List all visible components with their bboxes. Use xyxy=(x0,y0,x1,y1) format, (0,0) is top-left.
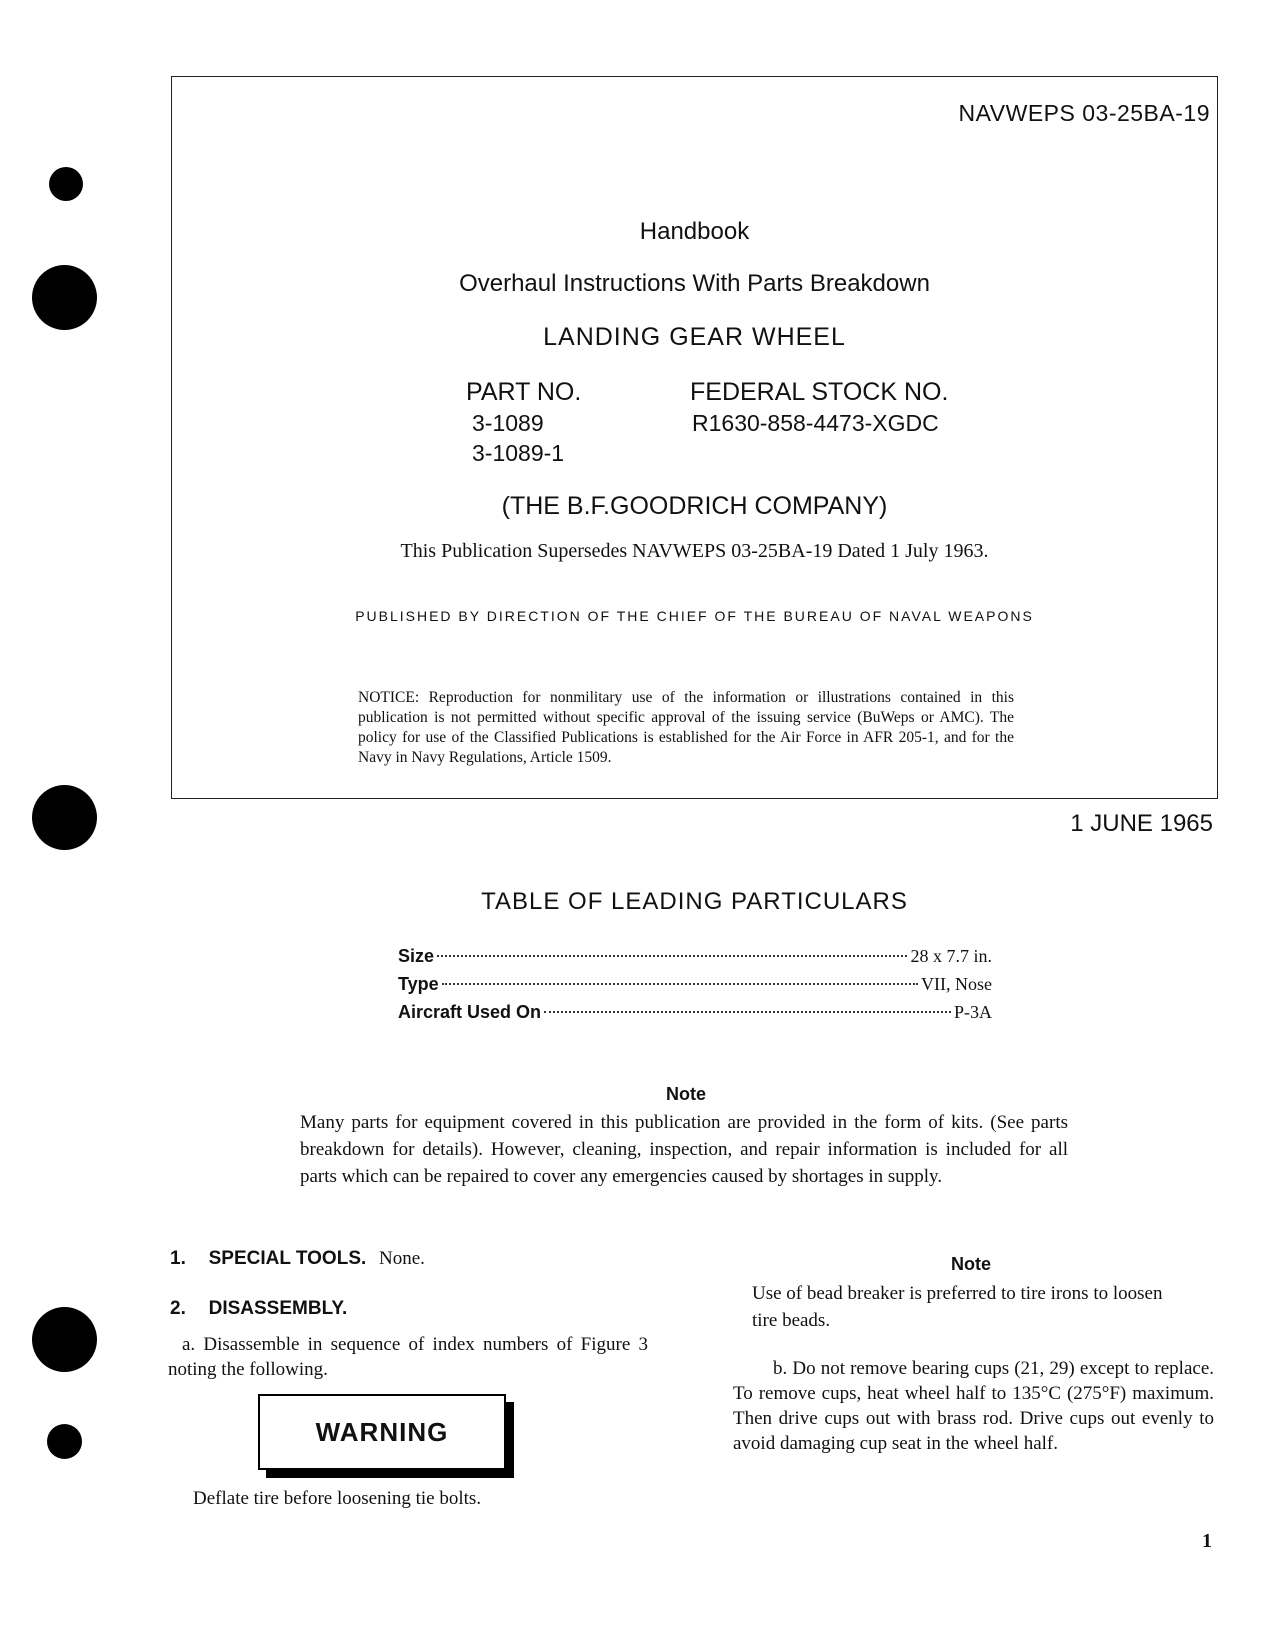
reproduction-notice: NOTICE: Reproduction for nonmilitary use of the information or illustrations contained in this publication is not permitted without specific approval of the issuing service (BuWeps or AMC). The policy for use of the Classified Publications is established for the Air Force in AFR 205-1, and for the Navy in Navy Regulations, Article 1509. xyxy=(358,689,1014,766)
particulars-row xyxy=(398,1002,992,1030)
dot-leader xyxy=(437,955,907,957)
warning-text: Deflate tire before loosening tie bolts. xyxy=(193,1488,482,1509)
note-heading: Note xyxy=(666,1084,706,1104)
note-text: Many parts for equipment covered in this publication are provided in the form of kits. (See parts breakdown for details). However, cleaning, inspection, and repair information is included for all parts which can be repaired to cover any emergencies caused by shortages in supply. xyxy=(300,1112,1068,1187)
stock-no-header: FEDERAL STOCK NO. xyxy=(690,378,949,406)
part-no-header: PART NO. xyxy=(466,378,582,406)
section-number: 2. xyxy=(170,1298,186,1319)
particulars-heading: TABLE OF LEADING PARTICULARS xyxy=(481,888,908,915)
particular-value: P-3A xyxy=(953,1002,992,1022)
step-a: a. Disassemble in sequence of index numbers of Figure 3 noting the following. xyxy=(168,1334,648,1380)
particular-label: Aircraft Used On xyxy=(398,1002,542,1022)
particulars-row xyxy=(398,974,992,1002)
section-title: DISASSEMBLY. xyxy=(208,1298,348,1319)
supersedes-notice: This Publication Supersedes NAVWEPS 03-25BA-19 Dated 1 July 1963. xyxy=(400,540,989,562)
note-heading: Note xyxy=(951,1254,991,1274)
section-special-tools xyxy=(170,1248,425,1270)
particular-label: Size xyxy=(398,946,435,966)
published-by: PUBLISHED BY DIRECTION OF THE CHIEF OF THE BUREAU OF NAVAL WEAPONS xyxy=(355,608,1034,624)
dot-leader xyxy=(544,1011,951,1013)
part-number: 3-1089 xyxy=(472,410,544,436)
section-text: None. xyxy=(379,1248,425,1269)
publication-date: 1 JUNE 1965 xyxy=(1070,810,1213,837)
doc-number: NAVWEPS 03-25BA-19 xyxy=(958,100,1210,126)
step-b: b. Do not remove bearing cups (21, 29) except to replace. To remove cups, heat wheel half to 135°C (275°F) maximum. Then drive cups out with brass rod. Drive cups out evenly to avoid damaging cup seat in the wheel half. xyxy=(733,1358,1214,1454)
particular-value: 28 x 7.7 in. xyxy=(910,946,992,966)
binder-hole xyxy=(32,785,97,850)
note-text: Use of bead breaker is preferred to tire irons to loosen tire beads. xyxy=(752,1283,1163,1331)
document-title: LANDING GEAR WHEEL xyxy=(543,323,846,351)
part-number: 3-1089-1 xyxy=(472,440,565,466)
particulars-row xyxy=(398,946,992,974)
warning-box xyxy=(258,1394,506,1470)
particular-value: VII, Nose xyxy=(921,974,992,994)
binder-hole xyxy=(32,265,97,330)
dot-leader xyxy=(442,983,918,985)
particulars-table xyxy=(398,946,992,1030)
handbook-label: Handbook xyxy=(639,218,750,245)
particular-label: Type xyxy=(398,974,439,994)
section-number: 1. xyxy=(170,1248,186,1269)
subtitle: Overhaul Instructions With Parts Breakdown xyxy=(459,270,930,297)
binder-hole xyxy=(32,1307,97,1372)
company-name: (THE B.F.GOODRICH COMPANY) xyxy=(501,492,888,520)
binder-hole xyxy=(47,1424,82,1459)
section-title: SPECIAL TOOLS. xyxy=(208,1248,367,1269)
page-number: 1 xyxy=(1202,1530,1212,1552)
stock-number: R1630-858-4473-XGDC xyxy=(692,410,939,436)
binder-hole xyxy=(49,167,83,201)
section-disassembly xyxy=(170,1298,347,1320)
warning-label: WARNING xyxy=(315,1416,449,1447)
